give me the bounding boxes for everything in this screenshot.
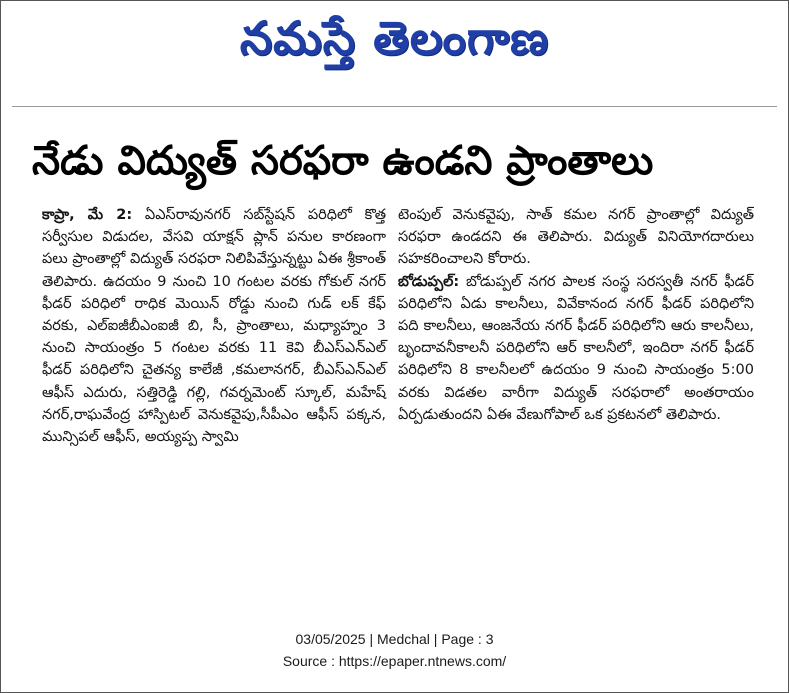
source-footer: [0, 628, 789, 672]
masthead: [0, 0, 789, 88]
dateline: బోడుప్పల్:: [398, 273, 460, 290]
source-url: Source : https://epaper.ntnews.com/: [282, 653, 507, 669]
cut-off-text-fragment: [12, 96, 777, 107]
article-clipping: [12, 96, 777, 612]
article-column-right: [398, 204, 754, 426]
edition-info: 03/05/2025 | Medchal | Page : 3: [295, 631, 494, 647]
paragraph-body: బోడుప్పల్ నగర పాలక సంస్థ సరస్వతీ నగర్ ఫీడర్ పరిధిలోని ఏడు కాలనీలు, వివేకానంద నగర్ ఫీడర్ పరిధిలోని పది కాలనీలు, ఆంజనేయ నగర్ ఫీడర్ పరిధిలోని ఆరు కాలనీలు, బృందావనీకాలనీ పరిధిలోని ఆర్ కాలనీలో, ఇందిరా నగర్ ఫీడర్ పరిధిలోని 8 కాలనీలలో ఉదయం 9 నుంచి సాయంత్రం 5:00 వరకు విడతల వారీగా విద్యుత్ సరఫరాలో అంతరాయం ఏర్పడుతుందని ఏఈ వేణుగోపాల్ ఒక ప్రకటనలో తెలిపారు.: [398, 273, 754, 423]
article-paragraph: టెంపుల్ వెనుకవైపు, సాత్ కమల నగర్ ప్రాంతాల్లో విద్యుత్ సరఫరా ఉండదని ఈ తెలిపారు. విద్యుత్ వినియోగదారులు సహకరించాలని కోరారు.: [398, 207, 754, 268]
article-paragraph: [398, 271, 754, 426]
article-headline: నేడు విద్యుత్ సరఫరా ఉండని ప్రాంతాలు: [32, 138, 654, 184]
cut-off-headline-fragment: [52, 590, 752, 612]
paragraph-body: ఏఎస్‌రావునగర్ సబ్‌స్టేషన్ పరిధిలో కొత్త సర్వీసుల విడుదల, వేసవి యాక్షన్ ప్లాన్ పనుల కారణంగా పలు ప్రాంతాల్లో విద్యుత్ సరఫరా నిలిపివేస్తున్నట్టు ఏఈ శ్రీకాంత్ తెలిపారు. ఉదయం 9 నుంచి 10 గంటల వరకు గోకుల్ నగర్ ఫీడర్ పరిధిలో రాధిక మెయిన్ రోడ్డు నుంచి గుడ్ లక్ కేఫ్ వరకు, ఎల్‌ఐజీబీఎంఐజీ బి, సీ, ప్రాంతాలు, మధ్యాహ్నం 3 నుంచి సాయంత్రం 5 గంటల వరకు 11 కెవి బీఎస్‌ఎన్‌ఎల్ ఫీడర్ పరిధిలోని చైతన్య కాలేజీ ,కమలానగర్, బీఎస్‌ఎన్‌ఎల్ ఆఫీస్ ఎదురు, సత్తిరెడ్డి గల్లి, గవర్నమెంట్ స్కూల్, మహేష్ నగర్,రాఘవేంద్ర హాస్పిటల్ వెనుకవైపు,సీపీఎం ఆఫీస్ పక్కన, మున్సిపల్ ఆఫీస్, అయ్యప్ప స్వామి: [42, 207, 386, 446]
newspaper-logo: నమస్తే తెలంగాణ: [239, 11, 550, 65]
article-column-left: [42, 204, 386, 448]
dateline: కాప్రా, మే 2:: [42, 207, 133, 223]
article-paragraph: [42, 204, 386, 448]
